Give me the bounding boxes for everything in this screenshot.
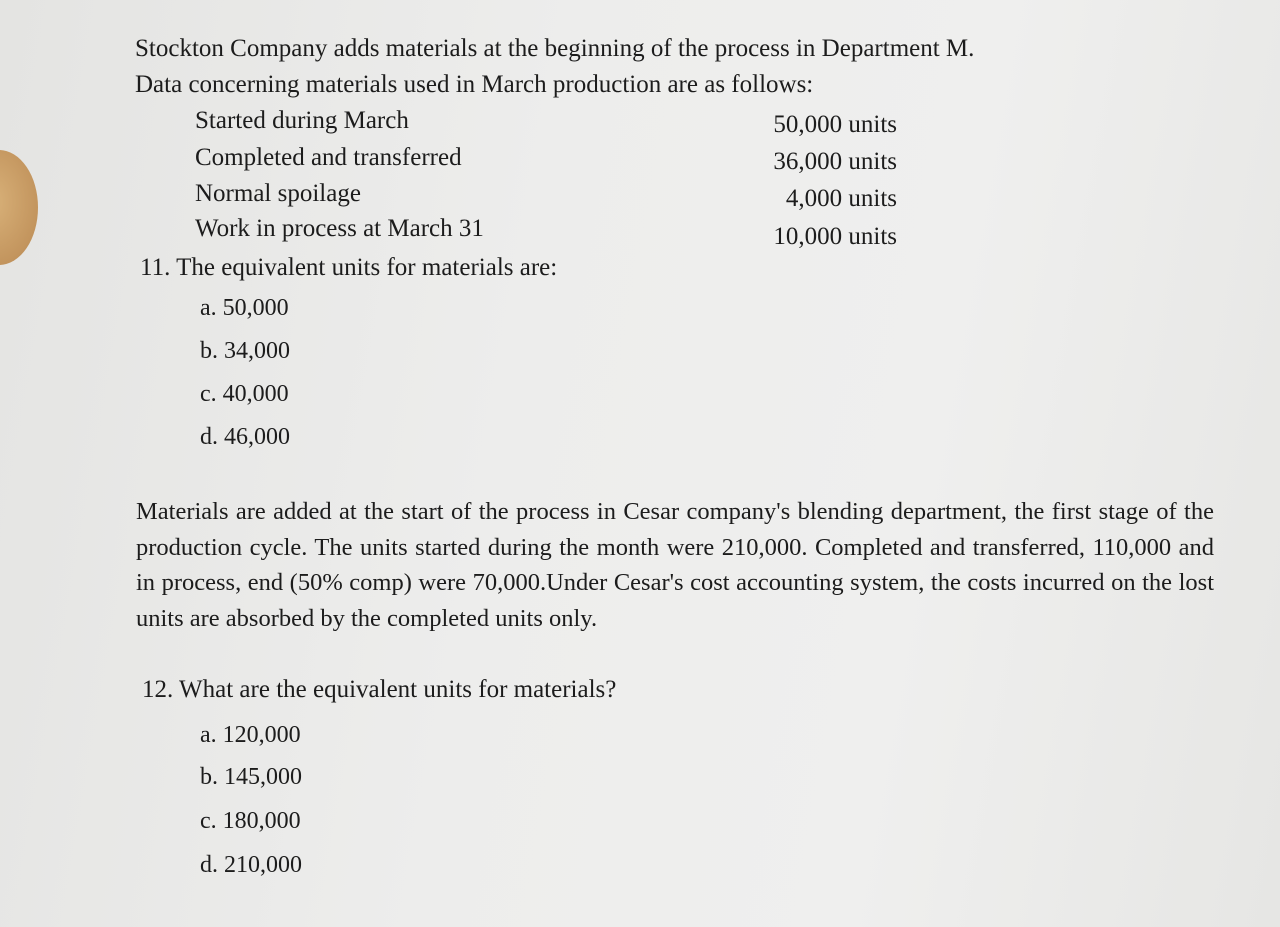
row-label: Started during March [195, 107, 409, 134]
finger [0, 150, 38, 265]
row-label: Work in process at March 31 [195, 215, 484, 242]
intro-line-1: Stockton Company adds materials at the beginning of the process in Department M. [135, 35, 975, 62]
row-value: 4,000 units [785, 185, 897, 212]
option-b: b. 34,000 [200, 338, 290, 364]
row-label: Normal spoilage [195, 180, 361, 207]
question-12: 12. What are the equivalent units for materials? [142, 676, 617, 703]
problem-paragraph: Materials are added at the start of the process in Cesar company's blending department, the first stage of the production cycle. The units started during the month were 210,000. Completed and transferred, 110,000 and in process, end (50% comp) were 70,000.Under Cesar's cost accounting system, the costs incurred on the lost units are absorbed by the completed units only. [136, 498, 1214, 632]
option-b: b. 145,000 [200, 764, 302, 790]
row-value: 36,000 units [773, 148, 897, 175]
intro-line-2: Data concerning materials used in March production are as follows: [135, 71, 814, 98]
row-value: 10,000 units [773, 223, 897, 250]
option-a: a. 50,000 [200, 295, 289, 321]
row-value: 50,000 units [773, 111, 897, 138]
option-a: a. 120,000 [200, 722, 301, 748]
option-c: c. 180,000 [200, 808, 301, 834]
option-c: c. 40,000 [200, 381, 289, 407]
row-label: Completed and transferred [195, 144, 462, 171]
question-11: 11. The equivalent units for materials are: [140, 254, 558, 281]
option-d: d. 210,000 [200, 852, 302, 878]
option-d: d. 46,000 [200, 424, 290, 450]
